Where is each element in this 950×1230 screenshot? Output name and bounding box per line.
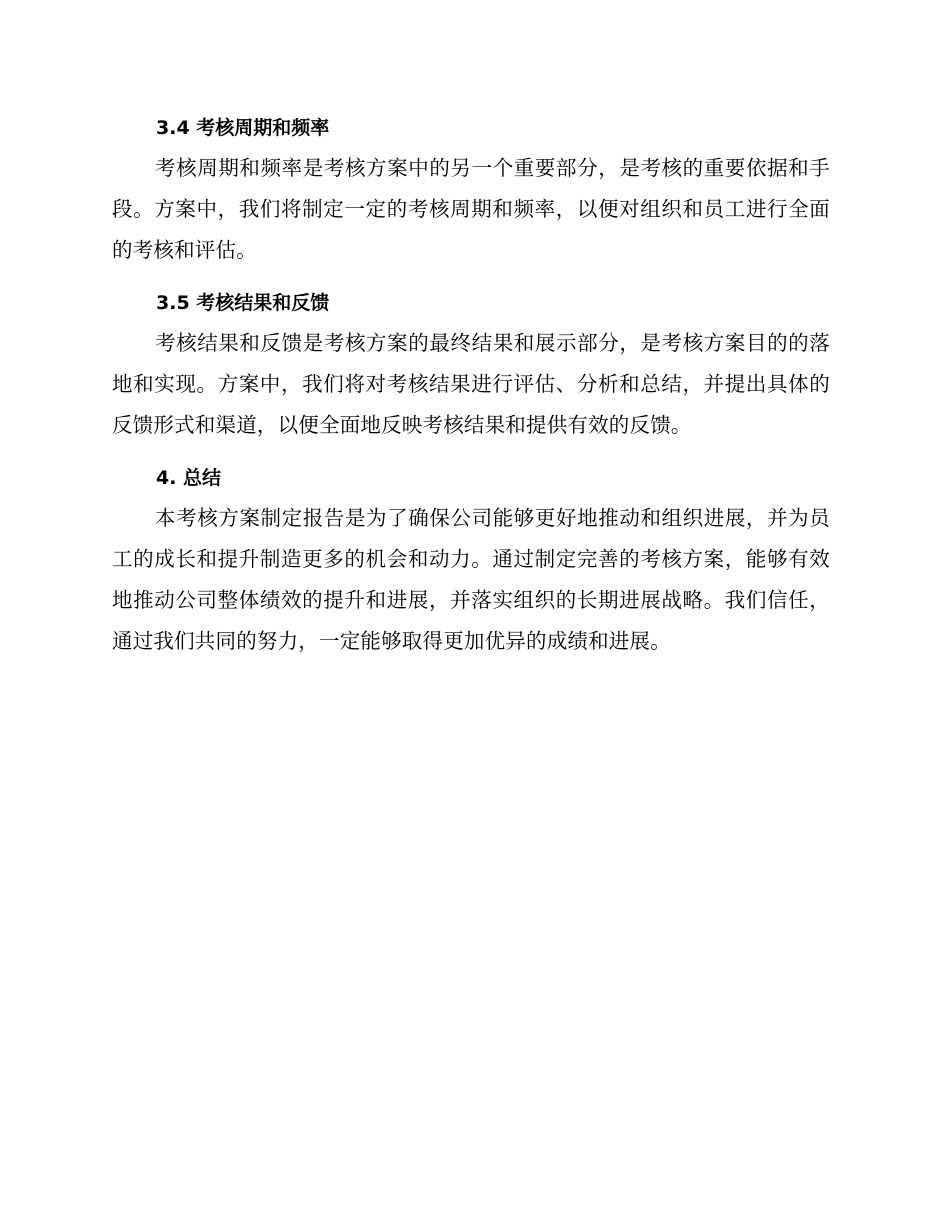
section-heading: 4. 总结 xyxy=(156,467,222,489)
section-assessment-cycle xyxy=(112,108,830,271)
document-body xyxy=(112,108,830,674)
section-paragraph: 本考核方案制定报告是为了确保公司能够更好地推动和组织进展，并为员工的成长和提升制造更多的机会和动力。通过制定完善的考核方案，能够有效地推动公司整体绩效的提升和进展，并落实组织的长期进展战略。我们信任，通过我们共同的努力，一定能够取得更加优异的成绩和进展。 xyxy=(112,506,830,653)
section-heading: 3.5 考核结果和反馈 xyxy=(156,292,330,314)
section-assessment-feedback xyxy=(112,283,830,446)
section-summary xyxy=(112,458,830,662)
section-paragraph: 考核结果和反馈是考核方案的最终结果和展示部分，是考核方案目的的落地和实现。方案中，我们将对考核结果进行评估、分析和总结，并提出具体的反馈形式和渠道，以便全面地反映考核结果和提供有效的反馈。 xyxy=(112,331,830,437)
section-heading: 3.4 考核周期和频率 xyxy=(156,117,330,139)
section-paragraph: 考核周期和频率是考核方案中的另一个重要部分，是考核的重要依据和手段。方案中，我们将制定一定的考核周期和频率，以便对组织和员工进行全面的考核和评估。 xyxy=(112,156,830,262)
